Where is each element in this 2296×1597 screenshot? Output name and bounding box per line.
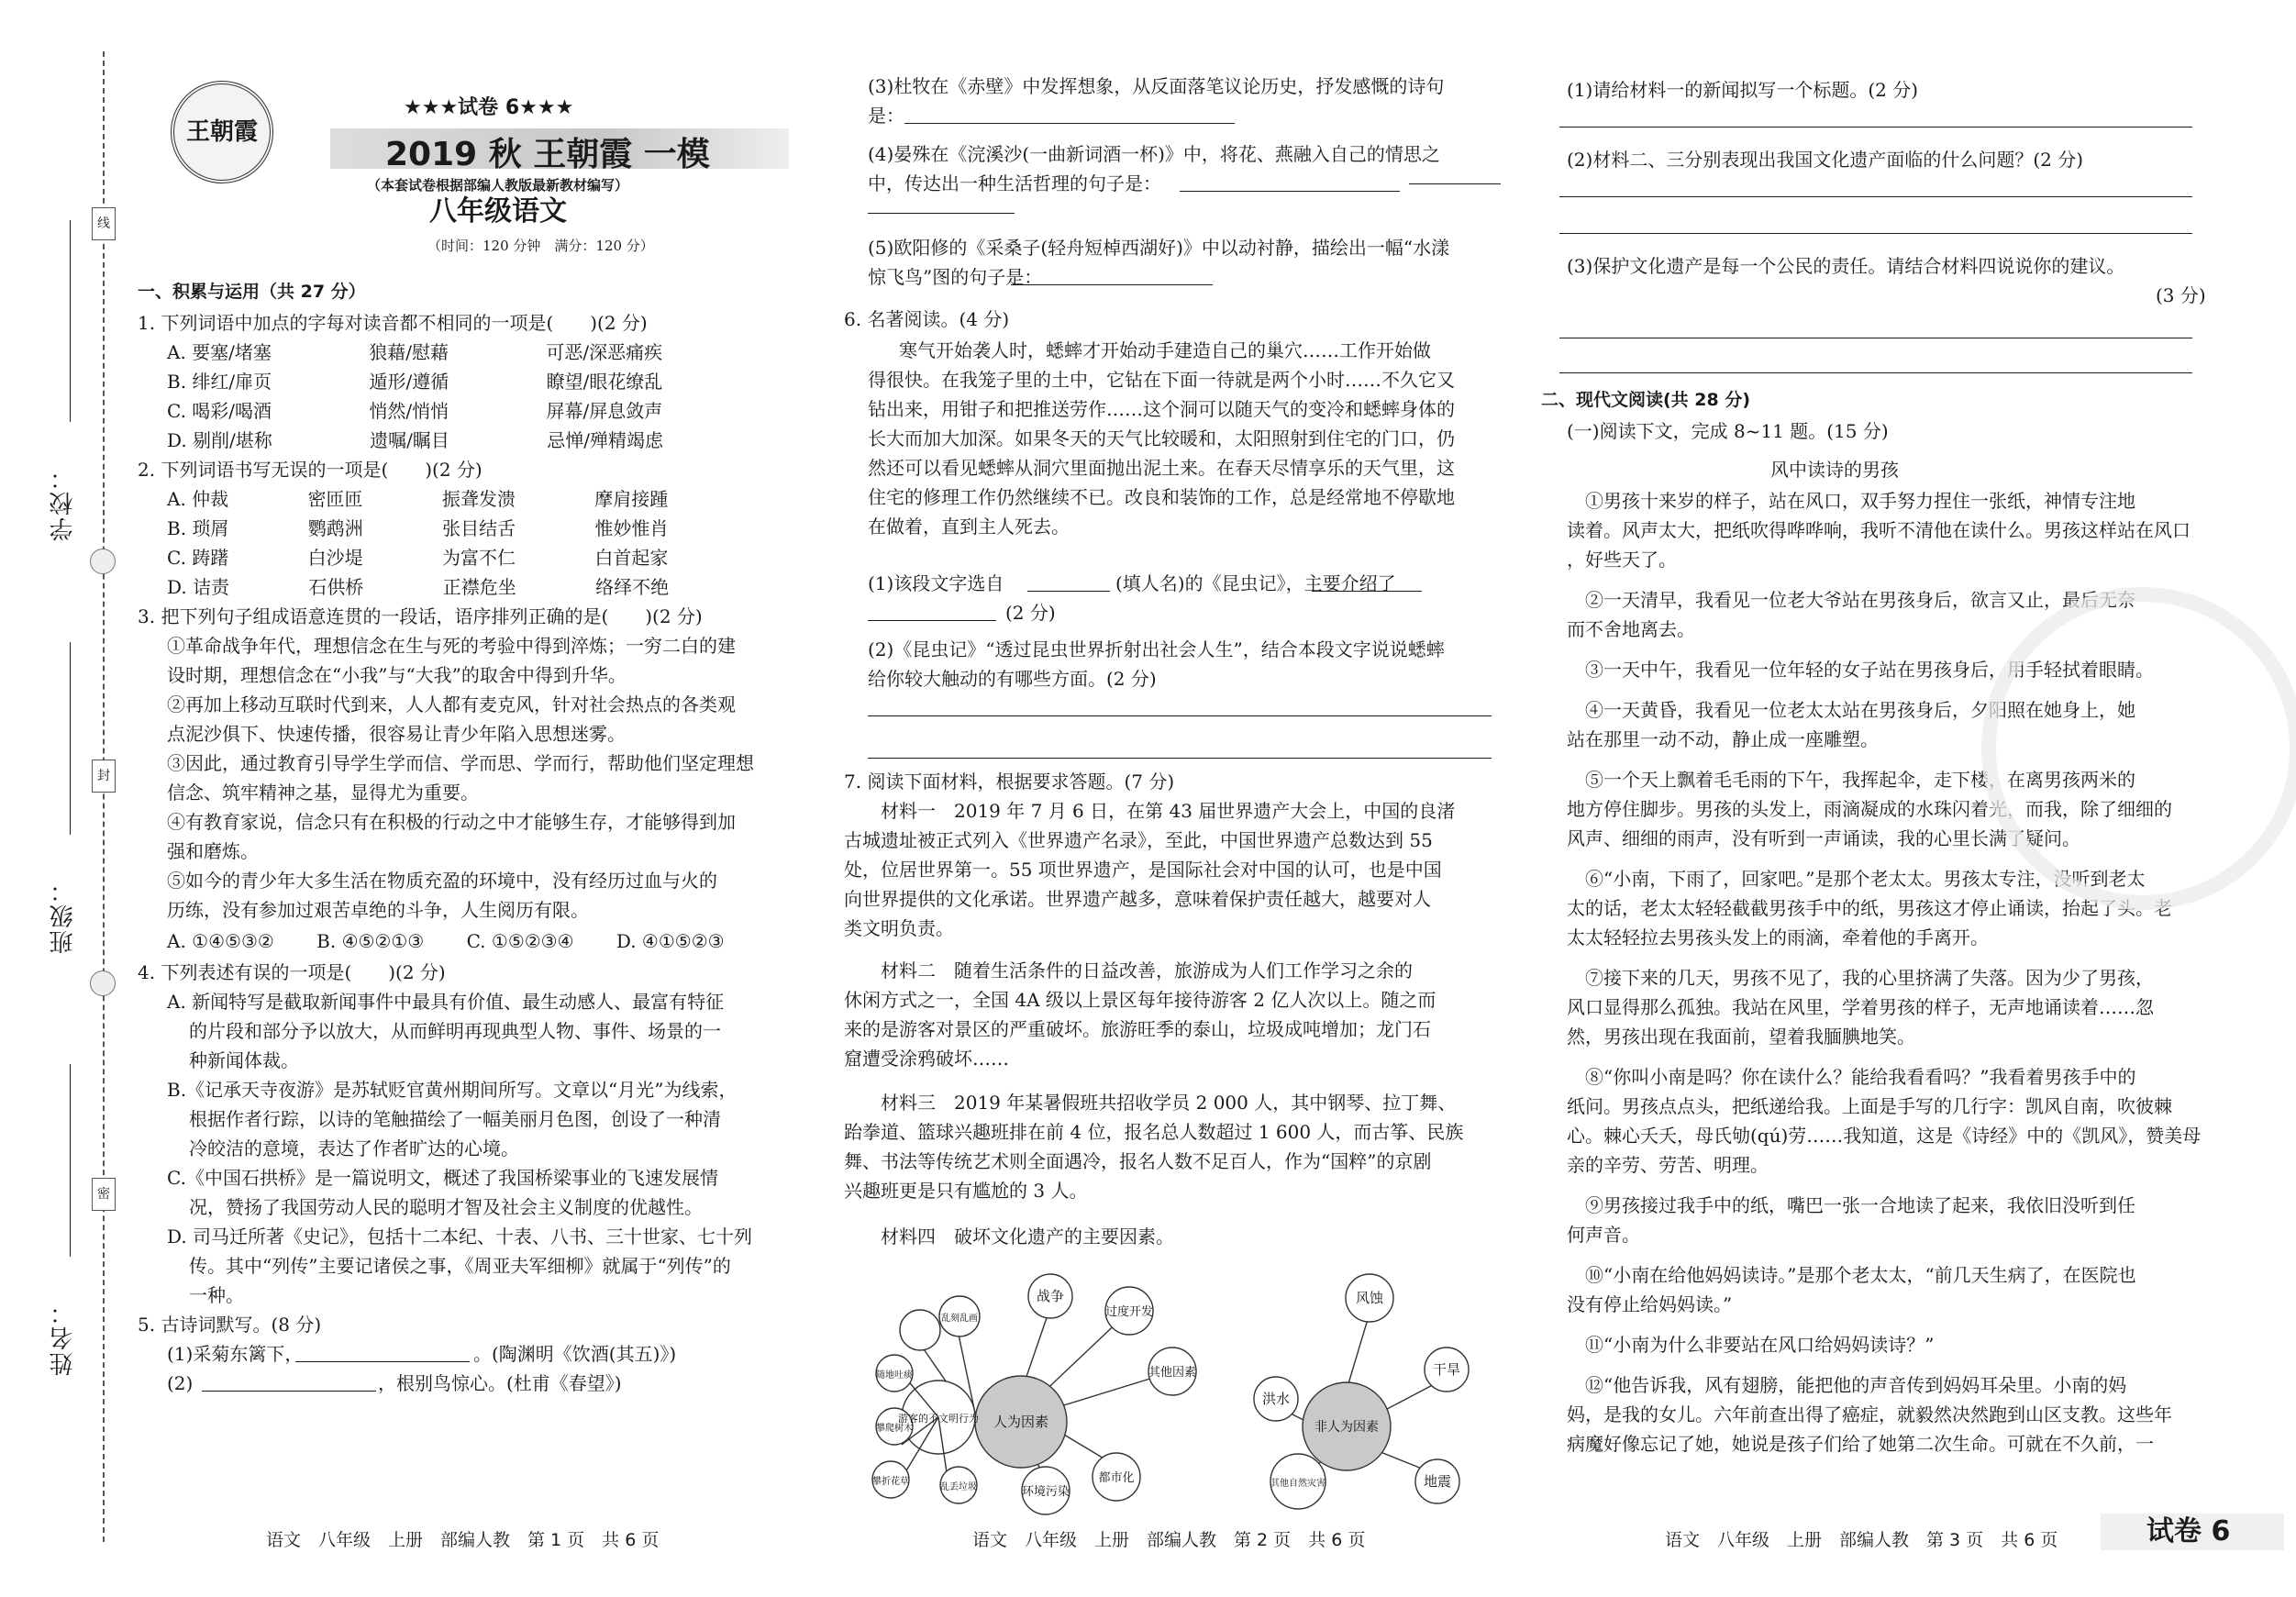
diagram-node: 其他自然灾害 — [1270, 1479, 1325, 1489]
binding-dash-line — [103, 51, 105, 1542]
text-line: ⑪“小南为什么非要站在风口给妈妈读诗？” — [1585, 1334, 1935, 1356]
text-line: 在做着，直到主人死去。 — [868, 516, 1070, 538]
text-line: 古城遗址被正式列入《世界遗产名录》，至此，中国世界遗产总数达到 55 — [844, 829, 1433, 851]
answer-blank[interactable] — [1027, 574, 1110, 592]
text-line: 传。其中“列传”主要记诸侯之事，《周亚夫军细柳》就属于“列传”的 — [189, 1255, 731, 1277]
binding-mark-mi: 密 — [92, 1178, 116, 1211]
text-line: 何声音。 — [1567, 1224, 1640, 1246]
answer-blank[interactable] — [1312, 574, 1422, 592]
diagram-node: 环境污染 — [1021, 1485, 1070, 1499]
text-line: 。(陶渊明《饮酒(其五)》) — [473, 1343, 677, 1365]
footer-page-1: 语文 八年级 上册 部编人教 第 1 页 共 6 页 — [266, 1530, 660, 1550]
text-line: ，根别鸟惊心。(杜甫《春望》) — [378, 1372, 622, 1394]
text-line: ④一天黄昏，我看见一位老太太站在男孩身后，夕阳照在她身上，她 — [1585, 699, 2135, 721]
subject-title: 八年级语文 — [429, 195, 567, 227]
diagram-node: 攀爬树木 — [876, 1424, 913, 1434]
text-line: A. 新闻特写是截取新闻事件中最具有价值、最生动感人、最富有特征 — [167, 991, 725, 1013]
text-line: 材料四 破坏文化遗产的主要因素。 — [881, 1225, 1174, 1248]
answer-blank[interactable] — [1180, 174, 1400, 192]
answer-line[interactable] — [868, 715, 1492, 716]
text-line: 站在那里一动不动，静止成一座雕塑。 — [1567, 728, 1879, 750]
text-line: 信念、筑牢精神之基，显得尤为重要。 — [167, 782, 479, 804]
diagram-node: 随地吐痰 — [876, 1370, 913, 1381]
binding-mark-feng: 封 — [92, 760, 116, 793]
school-label: 学校： — [50, 464, 77, 541]
text-line: 处，位居世界第一。55 项世界遗产，是国际社会对中国的认可，也是中国 — [844, 859, 1442, 881]
text-line: 而不舍地离去。 — [1567, 618, 1695, 640]
diagram-node: 地震 — [1423, 1473, 1452, 1490]
answer-line[interactable] — [1559, 196, 2192, 197]
question: 1. 下列词语中加点的字每对读音都不相同的一项是( )(2 分) — [138, 312, 648, 334]
text-line: (1)该段文字选自 — [868, 572, 1004, 594]
diagram-node: 干旱 — [1432, 1361, 1461, 1378]
text-line: 一种。 — [189, 1284, 244, 1306]
text-line: 材料二 随着生活条件的日益改善，旅游成为人们工作学习之余的 — [881, 959, 1413, 981]
question: 3. 把下列句子组成语意连贯的一段话，语序排列正确的是( )(2 分) — [138, 605, 703, 627]
text-line: ③因此，通过教育引导学生学而信、学而思、学而行，帮助他们坚定理想 — [167, 752, 754, 774]
text-line: C. 踌躇 白沙堤 为富不仁 白首起家 — [167, 547, 669, 569]
text-line: 纸问。男孩点点头，把纸递给我。上面是手写的几行字：凯风自南，吹彼棘 — [1567, 1095, 2172, 1117]
text-line: ④有教育家说，信念只有在积极的行动之中才能够生存，才能够得到加 — [167, 811, 736, 833]
text-line: (1)采菊东篱下， — [167, 1343, 304, 1365]
text-line: ①革命战争年代，理想信念在生与死的考验中得到淬炼；一穷二白的建 — [167, 635, 736, 657]
diagram-node: 乱丢垃圾 — [940, 1482, 977, 1492]
text-line: 没有停止给妈妈读。” — [1567, 1293, 1733, 1315]
diagram-node: 游客的不文明行为 — [898, 1413, 979, 1425]
text-line: 妈，是我的女儿。六年前查出得了癌症，就毅然决然跑到山区支教。这些年 — [1567, 1403, 2172, 1425]
text-line: A. 要塞/堵塞 狼藉/慰藉 可恶/深恶痛疾 — [167, 341, 663, 363]
answer-blank[interactable] — [202, 1374, 376, 1392]
text-line: (一)阅读下文，完成 8~11 题。(15 分) — [1567, 420, 1889, 442]
text-line: ⑤一个天上飘着毛毛雨的下午，我挥起伞，走下楼，在离男孩两米的 — [1585, 769, 2135, 791]
text-line: (1)请给材料一的新闻拟写一个标题。(2 分) — [1567, 79, 1919, 101]
answer-blank[interactable] — [904, 106, 1235, 124]
text-line: ⑨男孩接过我手中的纸，嘴巴一张一合地读了起来，我依旧没听到任 — [1585, 1194, 2135, 1216]
text-line: D. 诘责 石供桥 正襟危坐 络绎不绝 — [167, 576, 670, 598]
text-line: 然，男孩出现在我面前，望着我腼腆地笑。 — [1567, 1026, 1915, 1048]
edition-note: （本套试卷根据部编人教版最新教材编写） — [367, 177, 629, 194]
answer-line[interactable] — [868, 758, 1492, 759]
answer-blank[interactable] — [1011, 268, 1213, 285]
text-line: 材料三 2019 年某暑假班共招收学员 2 000 人，其中钢琴、拉丁舞、 — [881, 1092, 1457, 1114]
text-line: 的片段和部分予以放大，从而鲜明再现典型人物、事件、场景的一 — [189, 1020, 721, 1042]
text-line: 兴趣班更是只有尴尬的 3 人。 — [844, 1180, 1088, 1202]
school-field[interactable] — [70, 220, 71, 422]
diagram-node: 攀折花草 — [872, 1477, 909, 1487]
question: 5. 古诗词默写。(8 分) — [138, 1314, 322, 1336]
text-line: ②再加上移动互联时代到来，人人都有麦克风，针对社会热点的各类观 — [167, 693, 736, 715]
text-line: 窟遭受涂鸦破坏…… — [844, 1048, 1009, 1070]
text-line: 舞、书法等传统艺术则全面遇冷，报名人数不足百人，作为“国粹”的京剧 — [844, 1150, 1432, 1172]
answer-blank[interactable] — [868, 604, 996, 621]
diagram-center-label: 人为因素 — [993, 1414, 1049, 1430]
text-line: 冷皎洁的意境，表达了作者旷达的心境。 — [189, 1137, 519, 1159]
non-human-factors-diagram — [1243, 1261, 1481, 1518]
text-line: 寒气开始袭人时，蟋蟀才开始动手建造自己的巢穴……工作开始做 — [899, 339, 1431, 361]
class-field[interactable] — [70, 642, 71, 835]
text-line: 读着。风声太大，把纸吹得哗哗响，我听不清他在读什么。男孩这样站在风口 — [1567, 519, 2191, 541]
binding-mark-xian: 线 — [92, 207, 116, 240]
text-line: 点泥沙俱下、快速传播，很容易让青少年陷入思想迷雾。 — [167, 723, 626, 745]
text-line: 太的话，老太太轻轻截截男孩手中的纸，男孩这才停止诵读，抬起了头。老 — [1567, 897, 2172, 919]
text-line: D. 司马迁所著《史记》，包括十二本纪、十表、八书、三十世家、七十列 — [167, 1225, 753, 1248]
text-line: 中，传达出一种生活哲理的句子是： — [868, 172, 1161, 194]
text-line: (5)欧阳修的《采桑子(轻舟短棹西湖好)》中以动衬静，描绘出一幅“水漾 — [868, 237, 1450, 259]
answer-line[interactable] — [1409, 183, 1501, 184]
text-line: 惊飞鸟”图的句子是： — [868, 266, 1043, 288]
question: 6. 名著阅读。(4 分) — [844, 308, 1010, 330]
human-factors-diagram — [867, 1261, 1215, 1518]
text-line: (4)晏殊在《浣溪沙(一曲新词酒一杯)》中，将花、燕融入自己的情思之 — [868, 143, 1440, 165]
text-line: ①男孩十来岁的样子，站在风口，双手努力捏住一张纸，神情专注地 — [1585, 490, 2135, 512]
name-label: 姓名： — [50, 1299, 77, 1376]
watermark-seal — [1981, 587, 2296, 910]
question: 7. 阅读下面材料，根据要求答题。(7 分) — [844, 771, 1175, 793]
publisher-logo: 王朝霞 — [171, 81, 273, 183]
text-line: (2) — [167, 1372, 194, 1394]
diagram-node: 战争 — [1036, 1288, 1065, 1304]
text-line: A. 仲裁 密匝匝 振聋发溃 摩肩接踵 — [167, 488, 669, 510]
text-line: (2)《昆虫记》“透过昆虫世界折射出社会人生”，结合本段文字说说蟋蟀 — [868, 638, 1445, 660]
text-line: 跆拳道、篮球兴趣班排在前 4 位，报名总人数超过 1 600 人，而古筝、民族 — [844, 1121, 1464, 1143]
binding-hole — [90, 549, 116, 574]
text-line: B. 绯红/扉页 遁形/遵循 瞭望/眼花缭乱 — [167, 371, 663, 393]
text-line: 设时期，理想信念在“小我”与“大我”的取舍中得到升华。 — [167, 664, 627, 686]
text-line: ⑦接下来的几天，男孩不见了，我的心里挤满了失落。因为少了男孩， — [1585, 967, 2154, 989]
time-score: （时间：120 分钟 满分：120 分） — [427, 238, 654, 254]
text-line: 得很快。在我笼子里的土中，它钻在下面一待就是两个小时……不久它又 — [868, 369, 1455, 391]
answer-line[interactable] — [868, 213, 1015, 214]
text-line: 地方停住脚步。男孩的头发上，雨滴凝成的水珠闪着光，而我，除了细细的 — [1567, 798, 2172, 820]
text-line: 况，赞扬了我国劳动人民的聪明才智及社会主义制度的优越性。 — [189, 1196, 703, 1218]
text-line: ⑩“小南在给他妈妈读诗。”是那个老太太，“前几天生病了，在医院也 — [1585, 1264, 2136, 1286]
text-line: 是： — [868, 105, 904, 127]
text-line: 种新闻体裁。 — [189, 1049, 299, 1071]
text-line: 强和磨炼。 — [167, 840, 259, 862]
footer-page-3: 语文 八年级 上册 部编人教 第 3 页 共 6 页 — [1665, 1530, 2058, 1550]
binding-hole — [90, 970, 116, 996]
text-line: 风口显得那么孤独。我站在风里，学着男孩的样子，无声地诵读着……忽 — [1567, 996, 2154, 1018]
text-line: (3)杜牧在《赤壁》中发挥想象，从反面落笔议论历史，抒发感慨的诗句 — [868, 75, 1445, 97]
text-line: C. 喝彩/喝酒 悄然/悄悄 屏幕/屏息敛声 — [167, 400, 663, 422]
text-line: ③一天中午，我看见一位年轻的女子站在男孩身后，用手轻拭着眼睛。 — [1585, 659, 2154, 681]
text-line: 休闲方式之一，全国 4A 级以上景区每年接待游客 2 亿人次以上。随之而 — [844, 989, 1436, 1011]
text-line: 钻出来，用钳子和把推送劳作……这个洞可以随天气的变冷和蟋蟀身体的 — [868, 398, 1455, 420]
question: 4. 下列表述有误的一项是( )(2 分) — [138, 961, 446, 983]
text-line: 向世界提供的文化承诺。世界遗产越多，意味着保护责任越大，越要对人 — [844, 888, 1431, 910]
text-line: 类文明负责。 — [844, 917, 954, 939]
text-line: C.《中国石拱桥》是一篇说明文，概述了我国桥梁事业的飞速发展情 — [167, 1167, 718, 1189]
text-line: (2 分) — [1005, 602, 1056, 624]
text-line: 长大而加大加深。如果冬天的天气比较暖和，太阳照射到住宅的门口，仍 — [868, 427, 1455, 449]
text-line: 亲的辛劳、劳苦、明理。 — [1567, 1154, 1769, 1176]
text-line: 给你较大触动的有哪些方面。(2 分) — [868, 668, 1157, 690]
exam-number: ★★★试卷 6★★★ — [404, 96, 574, 119]
diagram-node: 风蚀 — [1355, 1290, 1384, 1306]
text-line: 太太轻轻拉去男孩头发上的雨滴，牵着他的手离开。 — [1567, 926, 1989, 948]
diagram-center-label: 非人为因素 — [1314, 1420, 1379, 1435]
text-line: A. ①④⑤③② B. ④⑤②①③ C. ①⑤②③④ D. ④①⑤②③ — [167, 930, 725, 952]
question: 2. 下列词语书写无误的一项是( )(2 分) — [138, 459, 482, 481]
corner-label: 试卷 6 — [2146, 1515, 2231, 1547]
text-line: B. 琐屑 鹦鹉洲 张目结舌 惟妙惟肖 — [167, 517, 669, 539]
text-line: ⑫“他告诉我，风有翅膀，能把他的声音传到妈妈耳朵里。小南的妈 — [1585, 1374, 2127, 1396]
text-line: 历练，没有参加过艰苦卓绝的斗争，人生阅历有限。 — [167, 899, 589, 921]
answer-line[interactable] — [1559, 233, 2192, 234]
text-line: D. 剔削/堪称 遗嘱/瞩目 忌惮/殚精竭虑 — [167, 429, 663, 451]
diagram-node: 乱刻乱画 — [941, 1314, 978, 1324]
section-heading: 一、积累与运用（共 27 分） — [138, 282, 366, 302]
text-line: 病魔好像忘记了她，她说是孩子们给了她第二次生命。可就在不久前，一 — [1567, 1433, 2154, 1455]
section-heading: 二、现代文阅读(共 28 分) — [1541, 390, 1751, 410]
text-line: B.《记承天寺夜游》是苏轼贬官黄州期间所写。文章以“月光”为线索， — [167, 1079, 738, 1101]
text-line: (3)保护文化遗产是每一个公民的责任。请结合材料四说说你的建议。 — [1567, 255, 2125, 277]
name-field[interactable] — [70, 1064, 71, 1257]
text-line: 根据作者行踪，以诗的笔触描绘了一幅美丽月色图，创设了一种清 — [189, 1108, 721, 1130]
answer-line[interactable] — [1559, 127, 2192, 128]
text-line: (填人名)的《昆虫记》，主要介绍了 — [1115, 572, 1396, 594]
text-line: (3 分) — [2156, 284, 2206, 306]
class-label: 班级： — [50, 877, 77, 954]
answer-line[interactable] — [1559, 372, 2192, 373]
diagram-node: 都市化 — [1098, 1471, 1135, 1485]
answer-blank[interactable] — [295, 1345, 470, 1362]
text-line: 心。棘心夭夭，母氏劬(qú)劳……我知道，这是《诗经》中的《凯风》，赞美母 — [1567, 1125, 2202, 1147]
text-line: 材料一 2019 年 7 月 6 日，在第 43 届世界遗产大会上，中国的良渚 — [881, 800, 1456, 822]
text-line: ②一天清早，我看见一位老大爷站在男孩身后，欲言又止，最后无奈 — [1585, 589, 2135, 611]
article-title: 风中读诗的男孩 — [1770, 459, 1899, 481]
diagram-node: 洪水 — [1261, 1391, 1291, 1407]
text-line: ⑤如今的青少年大多生活在物质充盈的环境中，没有经历过血与火的 — [167, 870, 717, 892]
text-line: 风声、细细的雨声，没有听到一声诵读，我的心里长满了疑问。 — [1567, 827, 2080, 849]
diagram-node: 其他因素 — [1148, 1366, 1197, 1380]
exam-title: 2019 秋 王朝霞 一模 — [385, 136, 710, 173]
text-line: 住宅的修理工作仍然继续不已。改良和装饰的工作，总是经常地不停歇地 — [868, 486, 1455, 508]
text-line: 来的是游客对景区的严重破坏。旅游旺季的泰山，垃圾成吨增加；龙门石 — [844, 1018, 1431, 1040]
footer-page-2: 语文 八年级 上册 部编人教 第 2 页 共 6 页 — [972, 1530, 1366, 1550]
diagram-node: 过度开发 — [1104, 1305, 1154, 1319]
text-line: ，好些天了。 — [1567, 549, 1677, 571]
text-line: ⑧“你叫小南是吗？你在读什么？能给我看看吗？”我看着男孩手中的 — [1585, 1066, 2136, 1088]
text-line: (2)材料二、三分别表现出我国文化遗产面临的什么问题？(2 分) — [1567, 149, 2084, 171]
text-line: ⑥“小南，下雨了，回家吧。”是那个老太太。男孩太专注，没听到老太 — [1585, 868, 2146, 890]
text-line: 然还可以看见蟋蟀从洞穴里面抛出泥土来。在春天尽情享乐的天气里，这 — [868, 457, 1455, 479]
